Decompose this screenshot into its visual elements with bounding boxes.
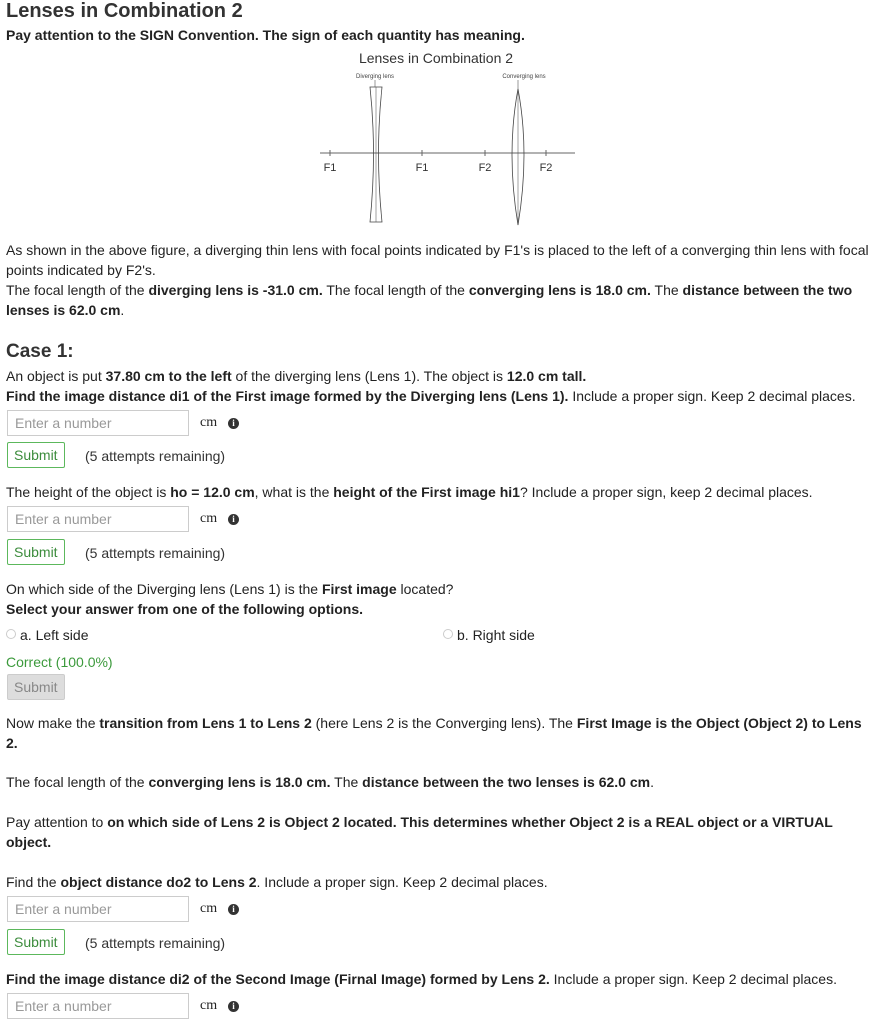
page-subtitle: Pay attention to the SIGN Convention. The sign of each quantity has meaning. (6, 27, 525, 43)
converging-lens (512, 89, 524, 225)
info-icon[interactable]: i (228, 904, 239, 915)
info-icon[interactable]: i (228, 514, 239, 525)
question-1-text: Find the image distance di1 of the First image formed by the Diverging lens (Lens 1). Include a proper sign. Keep 2 decimal places. (6, 388, 856, 404)
focal-point-label: F2 (478, 162, 492, 174)
converging-lens-label: Converging lens (502, 74, 546, 80)
case-description: An object is put 37.80 cm to the left of the diverging lens (Lens 1). The object is 12.0 cm tall. (6, 368, 587, 384)
unit-label: cm (200, 998, 218, 1013)
submit-button[interactable]: Submit (7, 442, 65, 468)
do2-input[interactable] (7, 896, 189, 922)
lens-diagram (300, 47, 590, 232)
hi1-input[interactable] (7, 506, 189, 532)
info-icon[interactable]: i (228, 1001, 239, 1012)
diverging-lens-label: Diverging lens (355, 74, 395, 80)
unit-label: cm (200, 511, 218, 526)
unit-label: cm (200, 901, 218, 916)
attempts-remaining: (5 attempts remaining) (85, 935, 226, 951)
intro-values: The focal length of the diverging lens is -31.0 cm. The focal length of the converging lens is 18.0 cm. The distance between the two lenses is 62.0 cm. (6, 282, 853, 318)
question-4-text: Find the object distance do2 to Lens 2. Include a proper sign. Keep 2 decimal places. (6, 874, 548, 890)
di2-input[interactable] (7, 993, 189, 1019)
intro-paragraph: As shown in the above figure, a diverging thin lens with focal points indicated by F1's is placed to the left of a converging thin lens with focal points indicated by F2's. (6, 242, 869, 278)
option-right-side[interactable]: b. Right side (443, 627, 535, 643)
case-heading: Case 1: (6, 341, 74, 362)
radio-icon[interactable] (443, 629, 453, 639)
focal-point-label: F1 (415, 162, 429, 174)
select-instruction: Select your answer from one of the following options. (6, 601, 364, 617)
question-2-text: The height of the object is ho = 12.0 cm, what is the height of the First image hi1? Include a proper sign, keep 2 decimal places. (6, 484, 813, 500)
info-icon[interactable]: i (228, 418, 239, 429)
page-title: Lenses in Combination 2 (6, 0, 243, 22)
di1-input[interactable] (7, 410, 189, 436)
submit-button-disabled: Submit (7, 674, 65, 700)
focal-point-label: F1 (323, 162, 337, 174)
question-3-text: On which side of the Diverging lens (Lens 1) is the First image located? (6, 581, 454, 597)
attempts-remaining: (5 attempts remaining) (85, 448, 226, 464)
attention-paragraph: Pay attention to on which side of Lens 2 is Object 2 located. This determines whether Object 2 is a REAL object or a VIRTUAL object. (6, 814, 833, 850)
figure-caption: Lenses in Combination 2 (358, 50, 514, 66)
attempts-remaining: (5 attempts remaining) (85, 545, 226, 561)
focal-length-paragraph: The focal length of the converging lens is 18.0 cm. The distance between the two lenses is 62.0 cm. (6, 774, 654, 790)
submit-button[interactable]: Submit (7, 539, 65, 565)
transition-paragraph: Now make the transition from Lens 1 to Lens 2 (here Lens 2 is the Converging lens). The First Image is the Object (Object 2) to Lens 2. (6, 715, 862, 751)
unit-label: cm (200, 415, 218, 430)
option-left-side[interactable]: a. Left side (6, 627, 89, 643)
focal-point-label: F2 (539, 162, 553, 174)
question-5-text: Find the image distance di2 of the Second Image (Firnal Image) formed by Lens 2. Include a proper sign. Keep 2 decimal places. (6, 971, 837, 987)
correct-status: Correct (100.0%) (6, 654, 113, 670)
diverging-lens (370, 87, 382, 222)
submit-button[interactable]: Submit (7, 929, 65, 955)
radio-icon[interactable] (6, 629, 16, 639)
